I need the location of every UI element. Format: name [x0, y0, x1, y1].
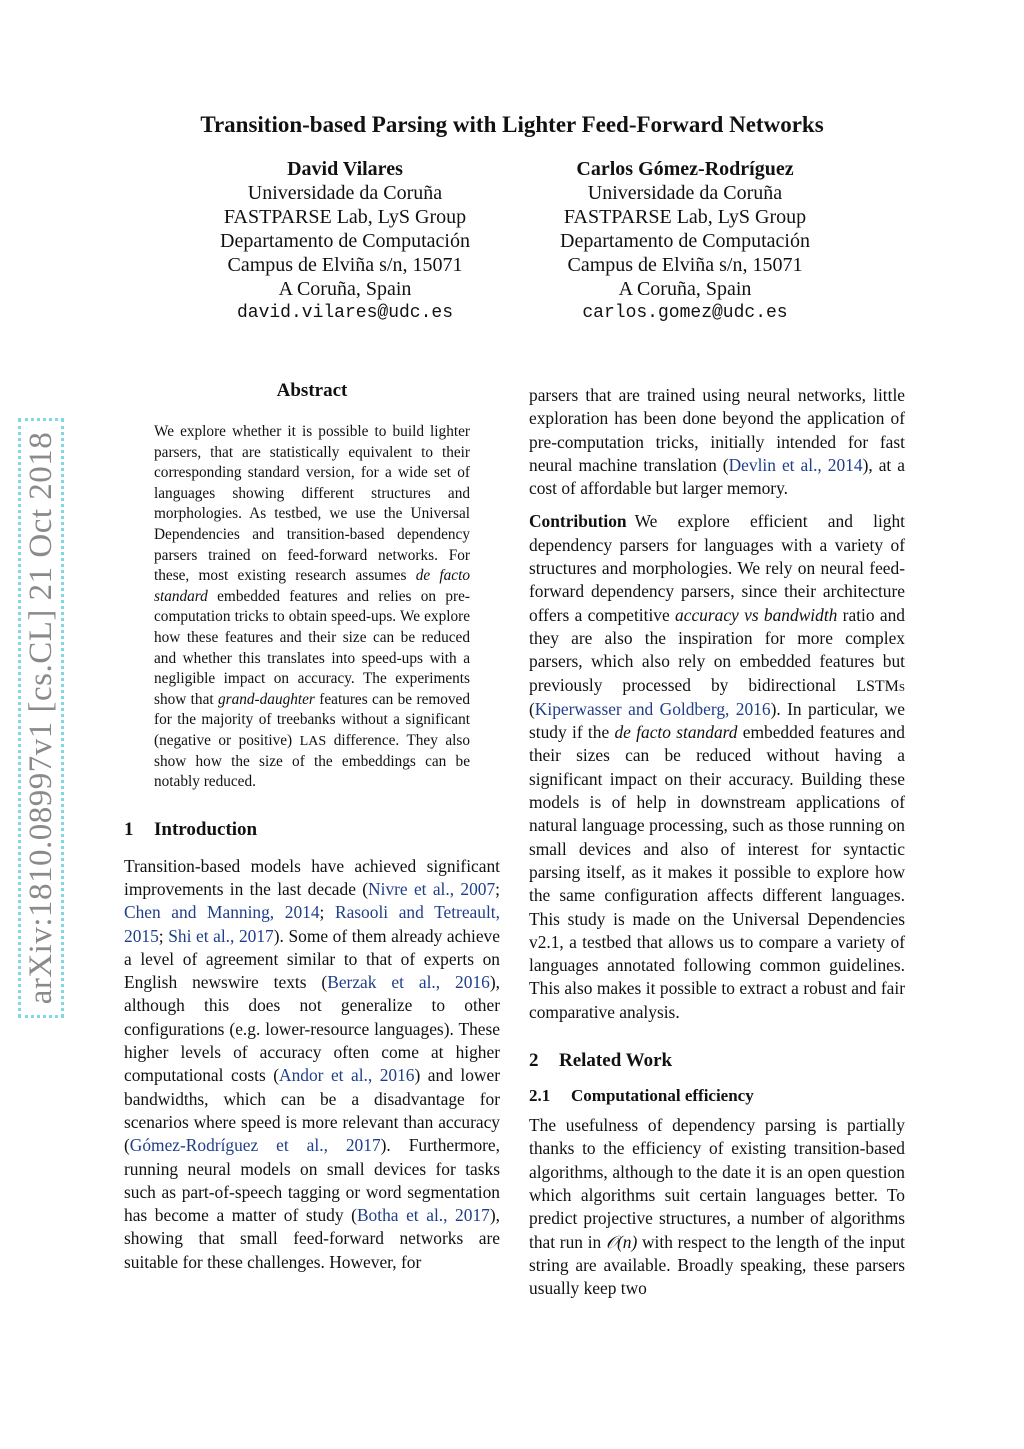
- citation-link[interactable]: Rasooli and Tetreault, 2015: [124, 902, 500, 946]
- author-affiliation-line: Departamento de Computación: [220, 230, 470, 252]
- acronym: LSTMs: [856, 677, 905, 695]
- acronym: LAS: [299, 732, 327, 749]
- emphasis: de facto standard: [154, 567, 470, 605]
- citation-link[interactable]: Devlin et al., 2014: [728, 454, 863, 475]
- arxiv-stamp[interactable]: arXiv:1810.08997v1 [cs.CL] 21 Oct 2018: [18, 418, 64, 1018]
- subsection-heading-computational-efficiency: 2.1 Computational efficiency: [529, 1086, 754, 1106]
- citation-link[interactable]: Botha et al., 2017: [356, 1205, 490, 1226]
- citation-link[interactable]: Gómez-Rodríguez et al., 2017: [129, 1135, 381, 1156]
- author-email[interactable]: david.vilares@udc.es: [236, 303, 454, 323]
- author-affiliation-line: A Coruña, Spain: [618, 278, 752, 300]
- paper-title: Transition-based Parsing with Lighter Feed-Forward Networks: [200, 112, 824, 137]
- author-affiliation-line: Universidade da Coruña: [247, 182, 443, 204]
- emphasis: grand-daughter: [218, 690, 315, 708]
- introduction-paragraph-continued: parsers that are trained using neural networks, little exploration has been done beyond the application of pre-computation tricks, initially intended for fast neural machine translation (Devlin et al., 2014), at a cost of affordable but larger memory.: [529, 385, 905, 499]
- left-column: [124, 380, 500, 1274]
- author-block-2: [515, 157, 855, 325]
- author-affiliation-line: FASTPARSE Lab, LyS Group: [223, 206, 467, 228]
- math-expression: 𝒪(n): [606, 1231, 638, 1252]
- author-name: David Vilares: [287, 158, 403, 180]
- citation-link[interactable]: Shi et al., 2017: [168, 925, 274, 946]
- author-affiliation-line: Universidade da Coruña: [587, 182, 783, 204]
- related-work-paragraph: The usefulness of dependency parsing is partially thanks to the efficiency of existing transition-based algorithms, although to the date it is an open question which algorithms suit certain languages better. To predict projective structures, a number of algorithms that run in 𝒪(n) with respect to the length of the input string are available. Broadly speaking, these parsers usually keep two: [529, 1115, 905, 1299]
- author-affiliation-line: Departamento de Computación: [560, 230, 810, 252]
- citation-link[interactable]: Nivre et al., 2007: [368, 878, 496, 899]
- author-affiliation-line: Campus de Elviña s/n, 15071: [227, 254, 463, 276]
- abstract-text: We explore whether it is possible to build lighter parsers, that are statistically equivalent to their corresponding standard version, for a wide set of languages showing different structures and morphologies. As testbed, we use the Universal Dependencies and transition-based dependency parsers trained on feed-forward networks. For these, most existing research assumes de facto standard embedded features and relies on pre-computation tricks to obtain speed-ups. We explore how these features and their size can be reduced and whether this translates into speed-ups with a negligible impact on accuracy. The experiments show that grand-daughter features can be removed for the majority of treebanks without a significant (negative or positive) LAS difference. They also show how the size of the embeddings can be notably reduced.: [154, 423, 470, 791]
- author-affiliation-line: FASTPARSE Lab, LyS Group: [563, 206, 807, 228]
- author-affiliation-line: Campus de Elviña s/n, 15071: [567, 254, 803, 276]
- abstract-heading: Abstract: [276, 380, 348, 401]
- author-affiliation-line: A Coruña, Spain: [278, 278, 412, 300]
- author-email[interactable]: carlos.gomez@udc.es: [582, 303, 788, 323]
- author-block-1: [175, 157, 515, 325]
- citation-link[interactable]: Kiperwasser and Goldberg, 2016: [534, 698, 771, 719]
- citation-link[interactable]: Berzak et al., 2016: [327, 972, 490, 993]
- contribution-paragraph: Contribution We explore efficient and light dependency parsers for languages with a variety of structures and morphologies. We rely on neural feed-forward dependency parsers, since their architecture offers a competitive accuracy vs bandwidth ratio and they are also the inspiration for more complex parsers, which also rely on embedded features but previously processed by bidirectional LSTMs (Kiperwasser and Goldberg, 2016). In particular, we study if the de facto standard embedded features and their sizes can be reduced without having a significant impact on their accuracy. Building these models is of help in downstream applications of natural language processing, such as those running on small devices and also of interest for syntactic parsing itself, as it makes it possible to explore how the same configuration affects different languages. This study is made on the Universal Dependencies v2.1, a testbed that allows us to compare a variety of languages annotated following common guidelines. This also makes it possible to extract a robust and fair comparative analysis.: [529, 511, 905, 1022]
- section-heading-introduction: 1 Introduction: [124, 818, 258, 840]
- contribution-heading: Contribution: [529, 511, 627, 532]
- section-heading-related-work: 2 Related Work: [529, 1050, 673, 1072]
- emphasis: de facto standard: [614, 722, 738, 743]
- emphasis: accuracy vs bandwidth: [675, 604, 838, 625]
- citation-link[interactable]: Andor et al., 2016: [279, 1065, 415, 1086]
- introduction-paragraph: Transition-based models have achieved significant improvements in the last decade (Nivre et al., 2007; Chen and Manning, 2014; Rasooli and Tetreault, 2015; Shi et al., 2017). Some of them already achieve a level of agreement similar to that of experts on English newswire texts (Berzak et al., 2016), although this does not generalize to other configurations (e.g. lower-resource languages). These higher levels of accuracy often come at higher computational costs (Andor et al., 2016) and lower bandwidths, which can be a disadvantage for scenarios where speed is more relevant than accuracy (Gómez-Rodríguez et al., 2017). Furthermore, running neural models on small devices for tasks such as part-of-speech tagging or word segmentation has become a matter of study (Botha et al., 2017), showing that small feed-forward networks are suitable for these challenges. However, for: [124, 855, 501, 1272]
- right-column: [529, 384, 905, 1300]
- citation-link[interactable]: Chen and Manning, 2014: [124, 902, 320, 923]
- author-name: Carlos Gómez-Rodríguez: [576, 158, 794, 180]
